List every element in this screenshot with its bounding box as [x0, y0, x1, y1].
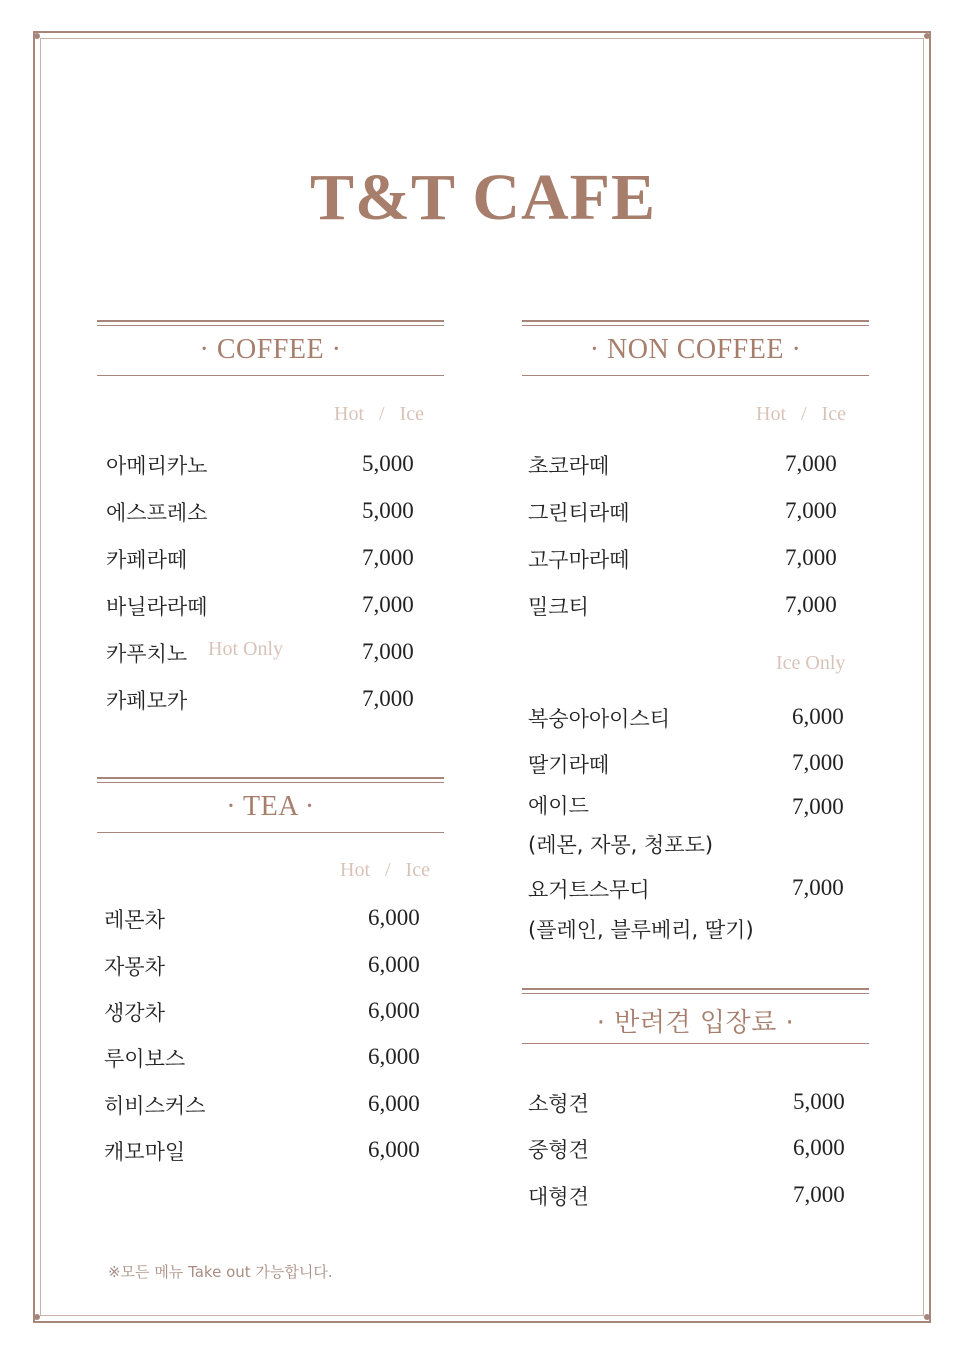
corner-ornament	[924, 33, 930, 39]
menu-item: 루이보스 6,000	[104, 1044, 420, 1071]
corner-ornament	[34, 1314, 40, 1320]
menu-item: 카페라떼 7,000	[106, 545, 414, 572]
menu-item: 대형견 7,000	[528, 1182, 845, 1209]
non-coffee-hot-ice-label: Hot / Ice	[756, 403, 846, 425]
non-coffee-heading: · NON COFFEE ·	[589, 334, 802, 365]
corner-ornament	[34, 33, 40, 39]
hot-only-note: Hot Only	[208, 638, 283, 660]
coffee-section-header	[97, 320, 444, 376]
menu-item: 소형견 5,000	[528, 1089, 845, 1116]
menu-item: 캐모마일 6,000	[104, 1137, 420, 1164]
coffee-heading: · COFFEE ·	[199, 334, 342, 365]
menu-item: 생강차 6,000	[104, 998, 420, 1025]
menu-item: 고구마라떼 7,000	[528, 545, 837, 572]
ice-only-label: Ice Only	[776, 652, 846, 674]
menu-item: 레몬차 6,000	[104, 905, 420, 932]
menu-item-options: (레몬, 자몽, 청포도)	[528, 833, 714, 857]
menu-item: 밀크티 7,000	[528, 592, 837, 619]
corner-ornament	[924, 1314, 930, 1320]
menu-item: 카푸치노 Hot Only 7,000	[106, 638, 414, 666]
menu-item: 에스프레소 5,000	[106, 498, 414, 525]
tea-section-header	[97, 777, 444, 833]
menu-item: 히비스커스 6,000	[104, 1091, 420, 1118]
menu-item: 복숭아아이스티 6,000	[528, 704, 844, 731]
non-coffee-section-header	[522, 320, 869, 376]
tea-hot-ice-label: Hot / Ice	[340, 859, 430, 881]
takeout-note: ※모든 메뉴 Take out 가능합니다.	[108, 1263, 333, 1281]
pet-fee-section-header	[522, 988, 869, 1044]
menu-item: 아메리카노 5,000	[106, 451, 414, 478]
menu-item: 요거트스무디 7,000	[528, 875, 844, 902]
menu-item: 중형견 6,000	[528, 1135, 845, 1162]
menu-item: 그린티라떼 7,000	[528, 498, 837, 525]
menu-item: 딸기라떼 7,000	[528, 750, 844, 777]
tea-heading: · TEA ·	[226, 791, 315, 822]
menu-item: 에이드 7,000	[528, 794, 844, 819]
menu-item: 바닐라라떼 7,000	[106, 592, 414, 619]
menu-item: 카페모카 7,000	[106, 686, 414, 713]
cafe-title: T&T CAFE	[310, 161, 656, 234]
menu-item: 자몽차 6,000	[104, 952, 420, 979]
menu-item-options: (플레인, 블루베리, 딸기)	[528, 918, 754, 942]
coffee-hot-ice-label: Hot / Ice	[334, 403, 424, 425]
pet-fee-heading: · 반려견 입장료 ·	[596, 1008, 795, 1038]
menu-item: 초코라떼 7,000	[528, 451, 837, 478]
